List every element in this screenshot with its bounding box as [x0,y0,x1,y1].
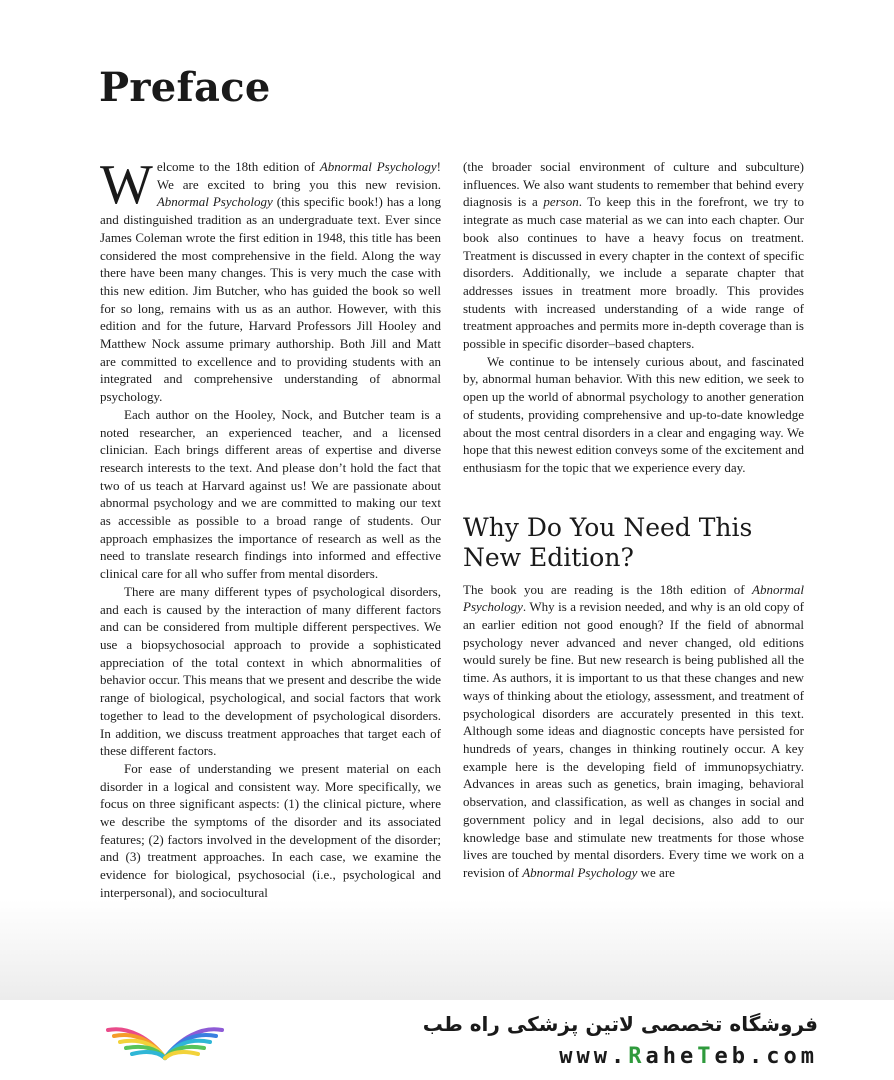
text-span: . Why is a revision needed, and why is an old copy of an earlier edition not good enough? If the field of abnormal psychology never advanced and never changed, old editions would surely be fine. But new research is being published all the time. As authors, it is important to us that these changes and new ways of thinking about the etiology, assessment, and treatment of psychological disorders are accurately presented in this text. Although some ideas and diagnostic concepts have persisted for hundreds of years, changes in thinking routinely occur. A key example here is the developing field of immunopsychiatry. Advances in areas such as genetics, brain imaging, behavioral observation, and classification, as well as changes in social and government policy and in legal decisions, also add to our knowledge base and stimulate new treatments for those whose lives are touched by mental disorders. Every time we work on a revision of [463,599,804,880]
left-column [100,154,442,902]
drop-cap: W [100,154,153,216]
url-accent-letter: R [628,1044,646,1069]
text-span: elcome to the 18th edition of [156,159,320,174]
section-heading [463,513,804,573]
book-title-italic: Abnormal Psychology [319,159,437,174]
footer-banner [0,1000,894,1080]
paragraph-influences [463,158,804,353]
text-span: (this specific book!) has a long and distinguished tradition as an undergraduate text. Ever since James Coleman wrote the first edition in 1948, this title has been considered the most comprehensive in the field. Along the way there have been many changes. This is very much the case with this new edition. Jim Butcher, who has guided the book so well for so long, remains with us as an author. However, with this edition and for the future, Harvard Professors Jill Hooley and Matthew Nock assume primary authorship. Both Jill and Matt are committed to excellence and to providing students with an integrated and comprehensive understanding of abnormal psychology. [100,194,442,405]
url-part: ahe [645,1044,698,1069]
book-title-italic: Abnormal Psychology [463,581,804,615]
url-accent-letter: T [697,1044,715,1069]
text-span: (the broader social environment of culture and subculture) influences. We also want students to remember that behind every diagnosis is a [463,159,804,210]
store-url[interactable] [559,1044,818,1069]
paragraph-intro [100,154,442,406]
book-title-italic: Abnormal Psychology [522,864,638,880]
text-span: . To keep this in the forefront, we try to integrate as much case material as we can into each chapter. Our book also continues to have a heavy focus on treatment. Treatment is discussed in every chapter in the context of specific disorders. Additionally, we include a separate chapter that addresses issues in treatment more broadly. This provides students with increased understanding of a wide range of treatment approaches and permits more in-depth coverage than is possible in specific disorder–based chapters. [463,194,804,352]
italic-word: person [543,194,579,210]
paragraph-approach: There are many different types of psychological disorders, and each is caused by the interaction of many different factors and can be considered from multiple different perspectives. We use a biopsychosocial approach to provide a sophisticated appreciation of the total context in which abnormalities of behavior occur. This means that we present and describe the wide range of biological, psychological, and social factors that work together to lead to the development of psychological disorders. In addition, we discuss treatment approaches that target each of these different factors. [100,583,441,759]
paragraph-new-edition [463,581,804,882]
book-title-italic: Abnormal Psychology [156,194,273,210]
paragraph-structure: For ease of understanding we present material on each disorder in a logical and consistent way. More specifically, we focus on three significant aspects: (1) the clinical picture, where we describe the symptoms of the disorder and its associated features; (2) factors involved in the development of the disorder; and (3) treatment approaches. In each case, we examine the evidence for biological, psychosocial (i.e., psychological and interpersonal), and sociocultural [100,760,441,900]
heading-line: Why Do You Need This [463,512,753,542]
url-part: eb.com [714,1044,818,1069]
paragraph-curiosity: We continue to be intensely curious about, and fascinated by, abnormal human behavior. With this new edition, we seek to open up the world of abnormal psychology to another generation of students, providing comprehensive and up-to-date knowledge about the most central disorders in a clear and engaging way. We hope that this newest edition conveys some of the excitement and enthusiasm for the topic that we experience every day. [463,353,804,475]
open-book-rainbow-logo-icon [98,1008,232,1068]
text-span: we are [637,864,675,880]
text-span: ! We are excited to bring you this new revision. [156,159,442,192]
store-name: فروشگاه تخصصی لاتین پزشکی راه طب [422,1012,818,1036]
heading-line: New Edition? [463,542,634,572]
url-part: www. [559,1044,629,1069]
page-title: Preface [99,64,271,111]
paragraph-authors: Each author on the Hooley, Nock, and Butcher team is a noted researcher, an experienced teacher, and a licensed clinician. Each brings different areas of expertise and diverse research interests to the text. And please don’t hold the fact that two of us teach at Harvard against us! We are passionate about abnormal psychology and we are committed to making our text as accessible as possible to a broad range of students. Our approach emphasizes the importance of research as well as the need to translate research findings into informed and effective clinical care for all who suffer from mental disorders. [100,406,441,582]
text-span: The book you are reading is the 18th edition of [463,581,752,597]
right-column [463,158,804,882]
